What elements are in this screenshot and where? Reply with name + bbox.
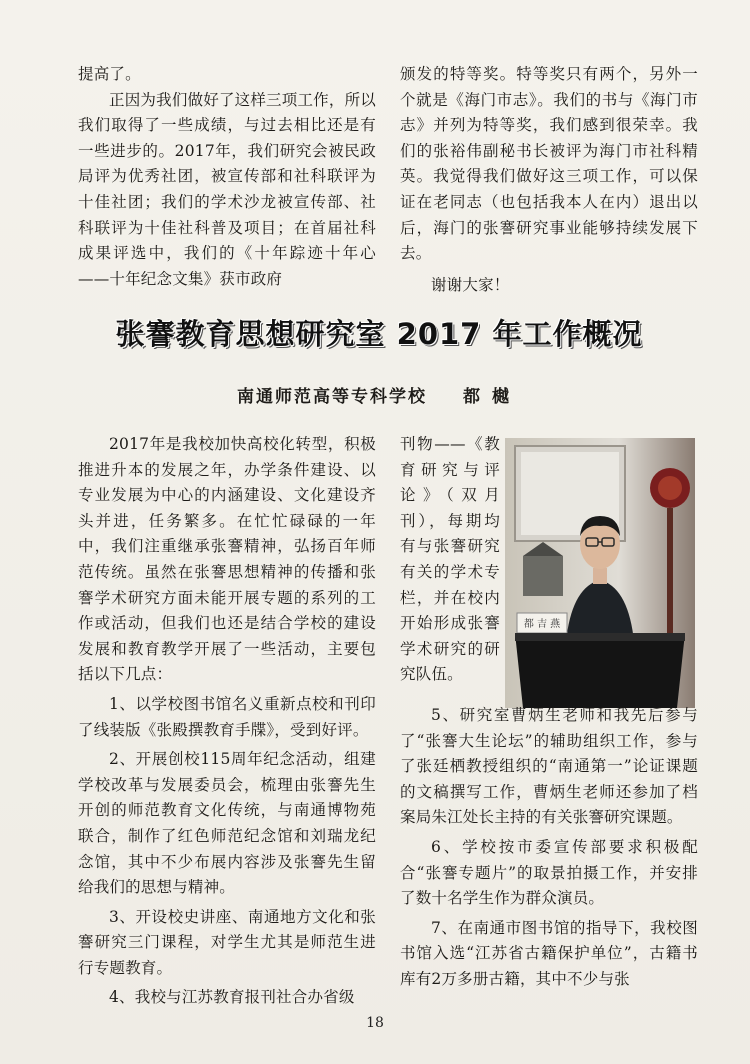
bottom-right-column <box>400 703 698 993</box>
list-item: 4、我校与江苏教育报刊社合办省级 <box>109 988 355 1007</box>
list-item: 6、学校按市委宣传部要求积极配合“张謇专题片”的取景拍摄工作，并安排了数十名学生作为群众演员。 <box>400 837 698 908</box>
paragraph: 颁发的特等奖。特等奖只有两个，另外一个就是《海门市志》。我们的书与《海门市志》并列为特等奖，我们感到很荣幸。我们的张裕伟副秘书长被评为海门市社科精英。我觉得我们做好这三项工作，可以保证在老同志（也包括我本人在内）退出以后，海门的张謇研究事业能够持续发展下去。 <box>400 65 698 263</box>
list-item: 5、研究室曹炳生老师和我先后参与了“张謇大生论坛”的辅助组织工作，参与了张廷栖教授组织的“南通第一”论证课题的文稿撰写工作，曹炳生老师还参加了档案局朱江处长主持的有关张謇研究课题。 <box>400 706 698 827</box>
page-number: 18 <box>366 1015 384 1031</box>
closing-thanks: 谢谢大家！ <box>431 275 510 294</box>
bottom-left-column <box>78 432 376 1011</box>
speaker-photo <box>505 438 695 708</box>
paragraph: 刊物——《教育研究与评论》（双月刊），每期均有与张謇研究有关的学术专栏，并在校内开始形成张謇学术研究的研究队伍。 <box>400 435 500 684</box>
nameplate-text: 都 吉 燕 <box>523 619 561 630</box>
list-item: 2、开展创校115周年纪念活动，组建学校改革与发展委员会，梳理由张謇先生开创的师范教育文化传统，与南通博物苑联合，制作了红色师范纪念馆和刘瑞龙纪念馆，其中不少布展内容涉及张謇先生留给我们的思想与精神。 <box>78 750 376 897</box>
article-title: 张謇教育思想研究室 2017 年工作概况 <box>115 317 643 351</box>
paragraph: 提高了。 <box>78 65 141 83</box>
list-item: 1、以学校图书馆名义重新点校和刊印了线装版《张殿撰教育手牒》，受到好评。 <box>78 694 376 739</box>
top-right-column <box>400 62 698 298</box>
photo-side-column <box>400 432 500 688</box>
institution: 南通师范高等专科学校 <box>237 387 428 407</box>
speaker-photo-illustration <box>505 438 695 708</box>
top-left-column <box>78 62 376 292</box>
author-name: 都樾 <box>462 387 521 407</box>
intro-paragraph: 2017年是我校加快高校化转型，积极推进升本的发展之年，办学条件建设、以专业发展为中心的内涵建设、文化建设齐头并进，任务繁多。在忙忙碌碌的一年中，我们注重继承张謇精神，弘扬百年师范传统。虽然在张謇思想精神的传播和张謇学术研究方面未能开展专题的系列的工作或活动，但我们也还是结合学校的建设发展和教育教学开展了一些活动，主要包括以下几点： <box>78 435 376 684</box>
list-item: 3、开设校史讲座、南通地方文化和张謇研究三门课程，对学生尤其是师范生进行专题教育。 <box>78 907 376 977</box>
byline <box>62 382 696 407</box>
list-item: 7、在南通市图书馆的指导下，我校图书馆入选“江苏省古籍保护单位”，古籍书库有2万多册古籍，其中不少与张 <box>400 918 698 988</box>
paragraph: 正因为我们做好了这样三项工作，所以我们取得了一些成绩，与过去相比还是有一些进步的。2017年，我们研究会被民政局评为优秀社团，被宣传部和社科联评为十佳社团；我们的学术沙龙被宣传部、社科联评为十佳社科普及项目；在首届社科成果评选中，我们的《十年踪迹十年心——十年纪念文集》获市政府 <box>78 90 376 288</box>
